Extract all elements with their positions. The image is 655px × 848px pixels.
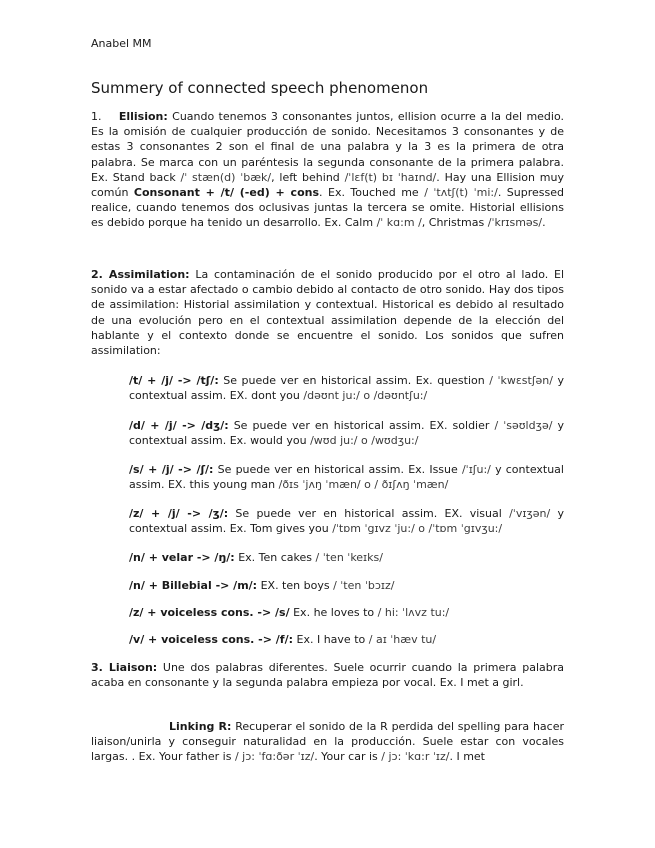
ellision-rule: Consonant + /t/ (-ed) + cons — [133, 186, 320, 200]
assimilation-simple-rule — [129, 632, 564, 647]
ellision-text: . — [542, 216, 546, 230]
linking-r-text: Recuperar el sonido de la R perdida del spelling para hacer liaison/unirla y conseguir naturalidad en la producción. Suele estar con vocales largas. . Ex. Your father is — [91, 720, 564, 764]
assimilation-simple-rule — [129, 578, 564, 593]
ellision-text: . Supressed realice, cuando tenemos dos oclusivas juntas la tercera se omite. Historial ellisions es debido porque ha tenido un desarrollo. Ex. Calm — [91, 186, 564, 230]
ellision-number: 1. — [91, 110, 102, 123]
assimilation-rule — [129, 462, 564, 492]
rule-label: /n/ + Billebial -> /m/: — [129, 579, 258, 592]
ellision-heading: Ellision: — [118, 110, 168, 123]
rule-text: Ex. Ten cakes — [238, 551, 313, 564]
rule-label: /t/ + /j/ -> /tʃ/: — [129, 374, 219, 387]
ipa-left-behind: /ˈlɛf(t) bɪ ˈhaɪnd/ — [344, 170, 437, 184]
rule-text: y contextual assim. EX. this young man — [129, 463, 564, 492]
ipa-stand-back: /ˈ stæn(d) ˈbæk/ — [180, 170, 272, 184]
assimilation-paragraph — [91, 267, 564, 358]
ipa-calm: /ˈ kɑ:m / — [376, 216, 422, 230]
ipa-christmas: /ˈkrɪsməs/ — [487, 216, 543, 230]
ipa-example: /ˈtɒm ˈgɪvz ˈju:/ o /ˈtɒm ˈgɪvʒu:/ — [332, 522, 503, 536]
ipa-example: /ˈvɪʒən/ — [509, 507, 551, 520]
rule-text: Ex. I have to — [296, 633, 366, 646]
assimilation-heading: 2. Assimilation: — [91, 268, 190, 281]
rule-text: y contextual assim. Ex. Tom gives you — [129, 507, 565, 536]
linking-r-text: . I met — [449, 750, 485, 764]
ipa-example: / ˈten ˈkeɪks/ — [315, 551, 383, 564]
rule-text: Se puede ver en historical assim. Ex. Issue — [217, 463, 458, 476]
assimilation-text: La contaminación de el sonido producido por el otro al lado. El sonido va a estar afectado o cambio debido al contacto de otro sonido. Hay dos tipos de assimilation: Historial assimilation y contextual. Historical es debido al resultado de una evolución pero en el contextual assimilation depende de la elección del hablante y el contexto donde se encuentre el sonido. Los sonidos que sufren assimilation: — [91, 268, 564, 358]
ipa-your-father-is: / jɔ: ˈfɑ:ðər ˈɪz/ — [234, 750, 315, 764]
ipa-example: / ˈsəʊldʒə/ — [494, 419, 553, 432]
rule-label: /n/ + velar -> /ŋ/: — [129, 551, 235, 564]
assimilation-rule — [129, 418, 564, 448]
ipa-example: /dəʊnt ju:/ o /dəʊntʃu:/ — [303, 389, 428, 403]
rule-text: y contextual assim. EX. dont you — [129, 374, 564, 403]
ellision-text: , Christmas — [421, 216, 485, 230]
rule-label: /s/ + /j/ -> /ʃ/: — [129, 463, 214, 476]
ipa-example: / ˈten ˈbɔɪz/ — [333, 579, 395, 592]
assimilation-simple-rule — [129, 605, 564, 620]
assimilation-rule — [129, 373, 564, 403]
liaison-heading: 3. Liaison: — [91, 661, 158, 674]
rule-text: Se puede ver en historical assim. Ex. question — [223, 374, 485, 387]
assimilation-simple-rule — [129, 550, 564, 565]
rule-label: /v/ + voiceless cons. -> /f/: — [129, 633, 294, 646]
rule-label: /z/ + voiceless cons. -> /s/ — [129, 606, 290, 619]
linking-r-heading: Linking R: — [169, 720, 232, 733]
rule-label: /z/ + /j/ -> /ʒ/: — [129, 507, 229, 520]
ellision-paragraph — [91, 109, 564, 231]
rule-text: Se puede ver en historical assim. EX. visual — [235, 507, 502, 520]
ellision-text: , left behind — [271, 170, 340, 184]
rule-text: Se puede ver en historical assim. EX. soldier — [233, 419, 490, 432]
ipa-example: /ðɪs ˈjʌŋ ˈmæn/ o / ðɪʃʌŋ ˈmæn/ — [278, 478, 449, 492]
linking-r-text: . Your car is — [314, 750, 378, 764]
document-title: Summery of connected speech phenomenon — [91, 79, 429, 97]
ipa-example: / ˈkwɛstʃən/ — [489, 374, 553, 387]
linking-r-paragraph — [91, 719, 564, 765]
liaison-text: Une dos palabras diferentes. Suele ocurrir cuando la primera palabra acaba en consonante y la segunda palabra empieza por vocal. Ex. I met a girl. — [91, 661, 564, 690]
rule-text: EX. ten boys — [260, 579, 330, 592]
ipa-example: /ˈɪʃu:/ — [461, 463, 491, 476]
ipa-your-car-is: / jɔ: ˈkɑ:r ˈɪz/ — [381, 750, 450, 764]
ipa-example: / hi: ˈlʌvz tu:/ — [377, 606, 450, 619]
ipa-example: / aɪ ˈhæv tu/ — [368, 633, 437, 646]
author-name: Anabel MM — [91, 37, 152, 50]
liaison-paragraph — [91, 660, 564, 690]
rule-text: Ex. he loves to — [293, 606, 375, 619]
ellision-text: . Hay una Ellision muy común — [91, 170, 564, 200]
rule-text: y contextual assim. Ex. would you — [129, 419, 564, 448]
assimilation-rule — [129, 506, 564, 536]
ipa-touched-me: / ˈtʌtʃ(t) ˈmi:/ — [424, 186, 498, 200]
ipa-example: /wʊd ju:/ o /wʊdʒu:/ — [310, 434, 419, 448]
rule-label: /d/ + /j/ -> /dʒ/: — [129, 419, 229, 432]
ellision-text: Cuando tenemos 3 consonantes juntos, ellision ocurre a la del medio. Es la omisión de cualquier producción de sonido. Necesitamos 3 consonantes y de estas 3 consonantes 2 son el final de una palabra y la 3 es la primera de otra palabra. Se marca con un paréntesis la segunda consonante de la primera palabra. Ex. Stand back — [91, 110, 565, 184]
ellision-text: . Ex. Touched me — [319, 186, 419, 200]
